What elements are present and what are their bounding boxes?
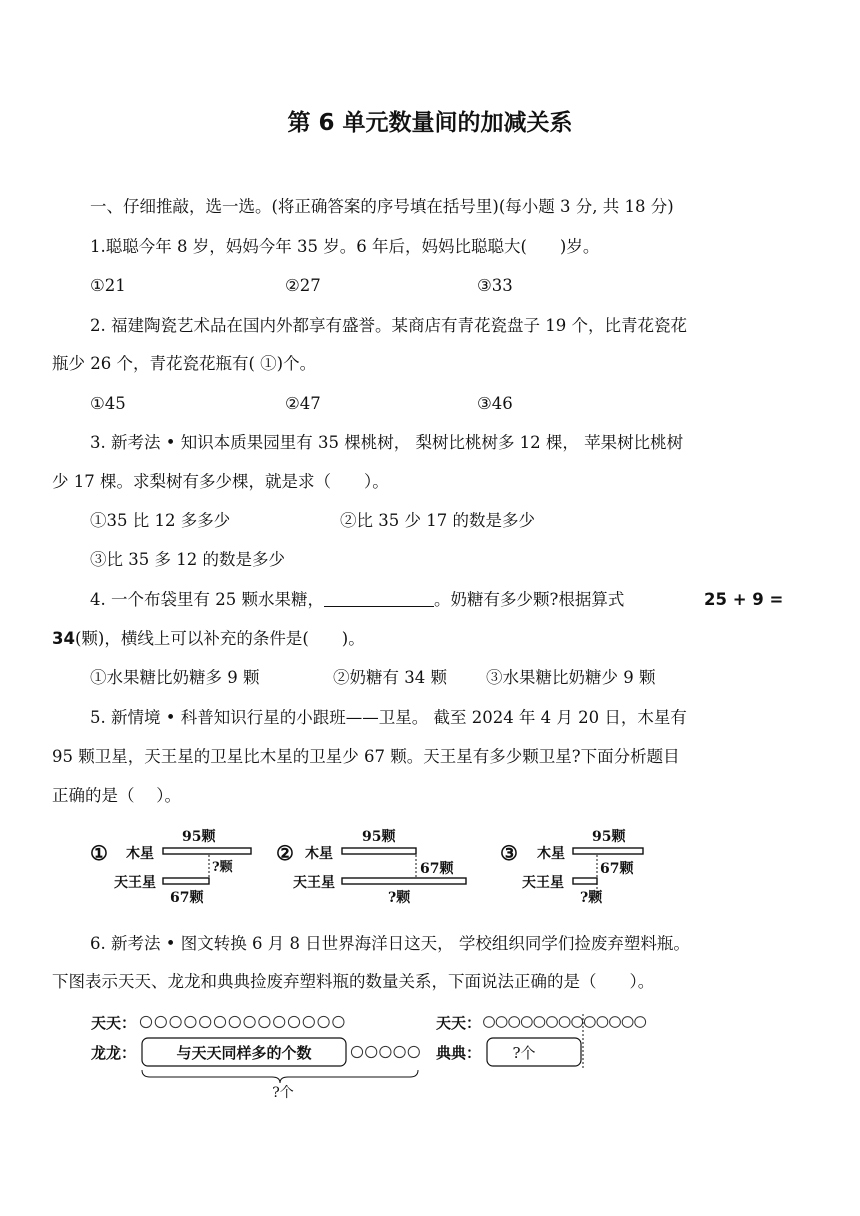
bottle-circle xyxy=(597,1017,608,1028)
bottle-circle xyxy=(244,1016,255,1027)
diagram-3-number: ③ xyxy=(500,841,518,865)
bottle-circle xyxy=(351,1046,362,1057)
right-row1-label: 天天： xyxy=(436,1014,482,1032)
diagram-2-gap-value: 67颗 xyxy=(420,861,454,877)
q4-option-1[interactable]: ①水果糖比奶糖多 9 颗 xyxy=(90,668,260,687)
q4-text-a: 4. 一个布袋里有 25 颗水果糖， xyxy=(90,590,324,609)
bottle-circle xyxy=(572,1017,583,1028)
left-brace-label: ?个 xyxy=(272,1085,294,1101)
diagram-1-gap-value: ?颗 xyxy=(212,860,233,875)
question-5-line-1: 5. 新情境 • 科普知识行星的小跟班——卫星。 截至 2024 年 4 月 20 日，木星有 xyxy=(90,708,687,727)
section-heading: 一、仔细推敲，选一选。(将正确答案的序号填在括号里)(每小题 3 分, 共 18 分) xyxy=(90,197,674,216)
question-1: 1.聪聪今年 8 岁，妈妈今年 35 岁。6 年后，妈妈比聪聪大( )岁。 xyxy=(90,237,600,256)
q3-option-3[interactable]: ③比 35 多 12 的数是多少 xyxy=(90,550,285,569)
bottle-diagram-right[interactable] xyxy=(436,1014,646,1070)
bottle-circle xyxy=(635,1017,646,1028)
q2-option-1[interactable]: ①45 xyxy=(90,394,126,413)
bottle-circle xyxy=(170,1016,181,1027)
bottle-circle xyxy=(394,1046,405,1057)
bottle-circle xyxy=(484,1017,495,1028)
q4-equation-part-1: 25 + 9 = xyxy=(704,590,784,609)
diagram-1-top-value: 95颗 xyxy=(182,829,216,845)
diagram-3-top-label: 木星 xyxy=(537,846,565,862)
bottle-circle xyxy=(509,1017,520,1028)
question-5-line-3: 正确的是（ ）。 xyxy=(52,786,181,805)
q3-option-2[interactable]: ②比 35 少 17 的数是多少 xyxy=(340,511,535,530)
bottle-circle xyxy=(534,1017,545,1028)
bottle-circle xyxy=(214,1016,225,1027)
bottle-circle xyxy=(408,1046,419,1057)
left-extra-circles xyxy=(351,1046,419,1057)
bottle-circle xyxy=(155,1016,166,1027)
diagram-3-bottom-value: ?颗 xyxy=(580,890,603,906)
q4-text-c: (颗)，横线上可以补充的条件是( )。 xyxy=(74,629,365,648)
q4-option-2[interactable]: ②奶糖有 34 颗 xyxy=(333,668,447,687)
diagram-1-bottom-value: 67颗 xyxy=(170,890,204,906)
diagram-1-top-label: 木星 xyxy=(126,846,154,862)
q3-option-1[interactable]: ①35 比 12 多多少 xyxy=(90,511,231,530)
diagram-2-top-value: 95颗 xyxy=(362,829,396,845)
q2-option-3[interactable]: ③46 xyxy=(477,394,513,413)
bottle-circle xyxy=(622,1017,633,1028)
q1-option-1[interactable]: ①21 xyxy=(90,276,126,295)
bottle-circle xyxy=(521,1017,532,1028)
bottle-circle xyxy=(584,1017,595,1028)
bottle-circle xyxy=(547,1017,558,1028)
right-top-circles xyxy=(484,1017,646,1028)
question-3-line-1: 3. 新考法 • 知识本质果园里有 35 棵桃树， 梨树比桃树多 12 棵， 苹果树比桃树 xyxy=(90,433,684,452)
diagram-2-bottom-value: ?颗 xyxy=(388,890,411,906)
diagram-2-number: ② xyxy=(276,841,294,865)
diagram-1-bottom-label: 天王星 xyxy=(114,875,156,891)
q1-option-2[interactable]: ②27 xyxy=(285,276,321,295)
left-brace xyxy=(142,1070,418,1083)
question-5-line-2: 95 颗卫星，天王星的卫星比木星的卫星少 67 颗。天王星有多少颗卫星?下面分析题目 xyxy=(52,747,680,766)
bottle-circle xyxy=(318,1016,329,1027)
right-row2-label: 典典： xyxy=(436,1044,482,1062)
q4-text-b: 。奶糖有多少颗?根据算式 xyxy=(433,590,625,609)
page-title: 第 6 单元数量间的加减关系 xyxy=(287,110,573,136)
question-6-line-1: 6. 新考法 • 图文转换 6 月 8 日世界海洋日这天， 学校组织同学们捡废弃塑料瓶。 xyxy=(90,934,690,953)
bottle-circle xyxy=(140,1016,151,1027)
left-row1-label: 天天： xyxy=(91,1014,137,1032)
bottle-circle xyxy=(559,1017,570,1028)
right-box-text: ?个 xyxy=(512,1044,536,1062)
bottle-circle xyxy=(185,1016,196,1027)
bottle-circle xyxy=(610,1017,621,1028)
q1-option-3[interactable]: ③33 xyxy=(477,276,513,295)
q4-equation-part-2: 34 xyxy=(52,629,75,648)
left-row2-label: 龙龙： xyxy=(91,1044,137,1062)
bottle-circle xyxy=(259,1016,270,1027)
question-2-line-2: 瓶少 26 个，青花瓷花瓶有( ①)个。 xyxy=(52,354,317,373)
bottle-circle xyxy=(229,1016,240,1027)
diagram-1-number: ① xyxy=(90,841,108,865)
bottle-circle xyxy=(333,1016,344,1027)
left-top-circles xyxy=(140,1016,344,1027)
diagram-2-bottom-label: 天王星 xyxy=(293,875,335,891)
bottle-circle xyxy=(303,1016,314,1027)
bottle-diagram-left[interactable] xyxy=(91,1014,419,1101)
q4-option-3[interactable]: ③水果糖比奶糖少 9 颗 xyxy=(486,668,656,687)
bottle-circle xyxy=(288,1016,299,1027)
bottle-circle xyxy=(496,1017,507,1028)
diagram-2-top-label: 木星 xyxy=(305,846,333,862)
question-2-line-1: 2. 福建陶瓷艺术品在国内外都享有盛誉。某商店有青花瓷盘子 19 个，比青花瓷花 xyxy=(90,316,687,335)
bottle-circle xyxy=(380,1046,391,1057)
bottle-circle xyxy=(200,1016,211,1027)
question-3-line-2: 少 17 棵。求梨树有多少棵，就是求（ ）。 xyxy=(52,472,389,491)
diagram-3-bottom-label: 天王星 xyxy=(522,875,564,891)
bottle-circle xyxy=(366,1046,377,1057)
left-box-text: 与天天同样多的个数 xyxy=(176,1044,312,1062)
bottle-circle xyxy=(274,1016,285,1027)
diagram-3-gap-value: 67颗 xyxy=(600,861,634,877)
question-6-line-2: 下图表示天天、龙龙和典典捡废弃塑料瓶的数量关系，下面说法正确的是（ ）。 xyxy=(52,972,655,991)
q2-option-2[interactable]: ②47 xyxy=(285,394,321,413)
diagram-3-top-value: 95颗 xyxy=(592,829,626,845)
